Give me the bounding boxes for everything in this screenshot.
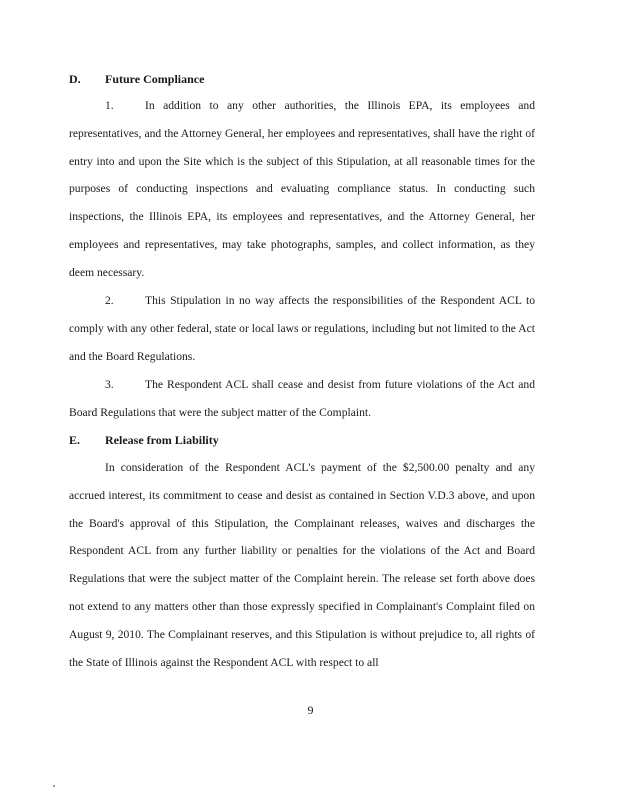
section-d-paragraph-3	[69, 371, 535, 427]
section-d-letter: D.	[69, 72, 81, 86]
section-e-letter: E.	[69, 433, 81, 447]
paragraph-number: 1.	[105, 99, 114, 112]
paragraph-text: The Respondent ACL shall cease and desist from future violations of the Act and Board Regulations that were the subject matter of the Complaint.	[69, 378, 535, 419]
paragraph-text: In addition to any other authorities, the Illinois EPA, its employees and representatives, and the Attorney General, her employees and representatives, shall have the right of entry into and upon the Site which is the subject of this Stipulation, at all reasonable times for the purposes of conducting inspections and evaluating compliance status. In conducting such inspections, the Illinois EPA, its employees and representatives, and the Attorney General, her employees and representatives, may take photographs, samples, and collect information, as they deem necessary.	[69, 99, 535, 279]
paragraph-text: This Stipulation in no way affects the responsibilities of the Respondent ACL to comply with any other federal, state or local laws or regulations, including but not limited to the Act and the Board Regulations.	[69, 294, 535, 363]
section-e-paragraph: In consideration of the Respondent ACL's payment of the $2,500.00 penalty and any accrued interest, its commitment to cease and desist as contained in Section V.D.3 above, and upon the Board's approval of this Stipulation, the Complainant releases, waives and discharges the Respondent ACL from any further liability or penalties for the violations of the Act and Board Regulations that were the subject matter of the Complaint herein. The release set forth above does not extend to any matters other than those expressly specified in Complainant's Complaint filed on August 9, 2010. The Complainant reserves, and this Stipulation is without prejudice to, all rights of the State of Illinois against the Respondent ACL with respect to all	[69, 461, 535, 669]
section-d-heading	[69, 72, 204, 87]
section-e-heading	[69, 433, 219, 448]
section-d-title: Future Compliance	[105, 72, 205, 86]
page-number: 9	[307, 703, 314, 717]
paragraph-number: 3.	[105, 378, 114, 391]
section-d-paragraph-2	[69, 287, 535, 370]
section-d-paragraph-1	[69, 92, 535, 287]
scan-speck	[53, 785, 55, 787]
paragraph-number: 2.	[105, 294, 114, 307]
section-e-title: Release from Liability	[105, 433, 219, 447]
